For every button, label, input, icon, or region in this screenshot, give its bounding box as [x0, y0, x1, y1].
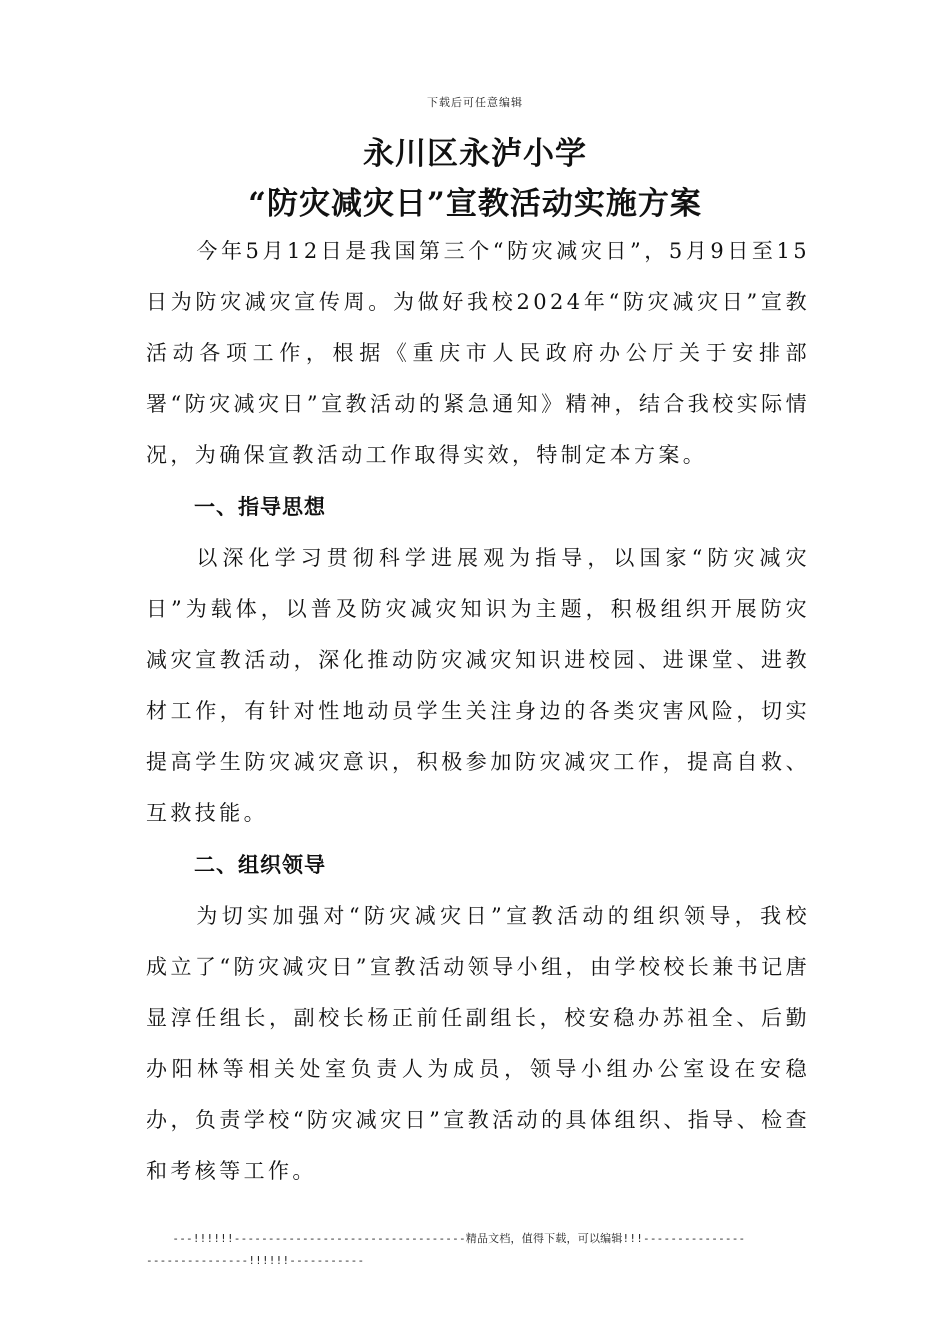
section-heading-organization: 二、组织领导 [194, 853, 326, 877]
footer-note: ---!!!!!!----------------------------------精品文档，值得下载，可以编辑!!!------------------------------!!!!!!----------- [146, 1232, 746, 1267]
document-title-line2: “防灾减灾日”宣教活动实施方案 [248, 186, 702, 222]
guiding-paragraph: 以深化学习贯彻科学进展观为指导，以国家“防灾减灾日”为载体，以普及防灾减灾知识为主题，积极组织开展防灾减灾宣教活动，深化推动防灾减灾知识进校园、进课堂、进教材工作，有针对性地动员学生关注身边的各类灾害风险，切实提高学生防灾减灾意识，积极参加防灾减灾工作，提高自救、互救技能。 [146, 546, 810, 825]
document-body [146, 226, 810, 1197]
document-title-line1: 永川区永泸小学 [363, 136, 587, 172]
header-note: 下载后可任意编辑 [427, 96, 523, 109]
intro-paragraph: 今年5月12日是我国第三个“防灾减灾日”，5月9日至15日为防灾减灾宣传周。为做好我校2024年“防灾减灾日”宣教活动各项工作，根据《重庆市人民政府办公厅关于安排部署“防灾减灾日”宣教活动的紧急通知》精神，结合我校实际情况，为确保宣教活动工作取得实效，特制定本方案。 [146, 239, 810, 467]
organization-paragraph: 为切实加强对“防灾减灾日”宣教活动的组织领导，我校成立了“防灾减灾日”宣教活动领导小组，由学校校长兼书记唐显淳任组长，副校长杨正前任副组长，校安稳办苏祖全、后勤办阳林等相关处室负责人为成员，领导小组办公室设在安稳办，负责学校“防灾减灾日”宣教活动的具体组织、指导、检查和考核等工作。 [146, 904, 810, 1183]
section-heading-guiding: 一、指导思想 [194, 495, 326, 519]
